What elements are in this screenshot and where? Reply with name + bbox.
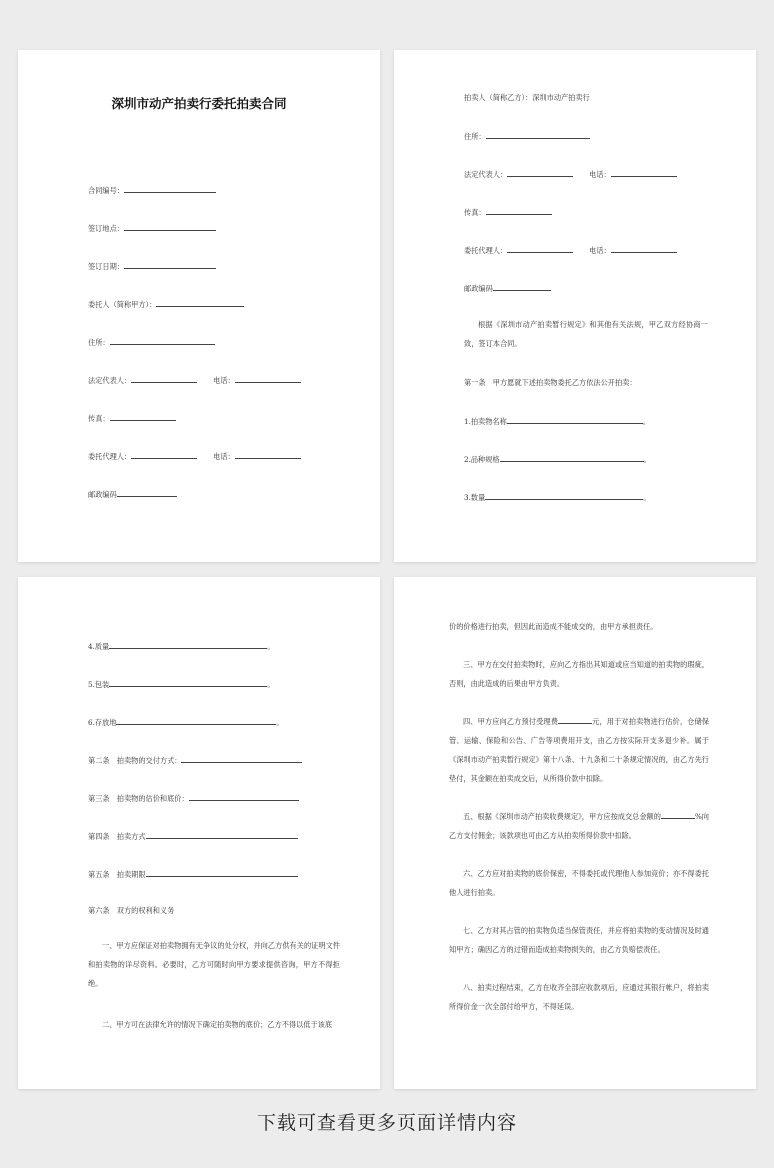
clause-8: 八、拍卖过程结束，乙方在收齐全部应收款项后，应通过其银行帐户，将拍卖所得价金一次全部付给甲方，不得延误。	[449, 983, 709, 1011]
article-3: 第三条 拍卖物的估价和底价：	[88, 793, 299, 804]
field-auctioneer-agent: 委托代理人： 电话：	[464, 245, 677, 256]
field-auctioneer: 拍卖人（简称乙方）：深圳市动产拍卖行	[464, 93, 590, 102]
field-auctioneer-fax: 传真：	[464, 207, 552, 218]
article-2: 第二条 拍卖物的交付方式：	[88, 755, 302, 766]
item-storage: 6.存放地 。	[88, 718, 284, 727]
item-spec: 2.品种规格 。	[464, 455, 651, 464]
item-name: 1.拍卖物名称 。	[464, 417, 650, 426]
field-sign-place: 签订地点：	[88, 223, 216, 234]
field-auctioneer-address: 住所：	[464, 131, 590, 142]
clause-2: 二、甲方可在法律允许的情况下确定拍卖物的底价；乙方不得以低于该底	[102, 1020, 333, 1029]
field-client-address: 住所：	[88, 337, 215, 348]
download-more-caption: 下载可查看更多页面详情内容	[256, 1112, 517, 1134]
contract-page-1	[18, 50, 380, 562]
item-packaging: 5.包装 。	[88, 680, 275, 689]
clause-4: 四、甲方应向乙方预付受理费 元，用于对拍卖物进行估价，仓储保管、运输、保险和公告、广告等项费用开支，由乙方按实际开支多退少补。属于《深圳市动产拍卖暂行规定》第十八条、十九条和二十条规定情况的，由乙方先行垫付，其金额在拍卖成交后，从所得价款中扣除。	[449, 717, 709, 783]
contract-page-4	[394, 577, 756, 1089]
contract-page-3	[18, 577, 380, 1089]
field-auctioneer-postcode: 邮政编码	[464, 283, 551, 294]
article-4: 第四条 拍卖方式	[88, 831, 298, 842]
clause-1: 一、甲方应保证对拍卖物拥有无争议的处分权，并向乙方供有关的证明文件和拍卖物的详尽资料。必要时，乙方可随时向甲方要求提供咨询，甲方不得拒绝。	[88, 941, 340, 988]
contract-title: 深圳市动产拍卖行委托拍卖合同	[111, 96, 287, 111]
contract-page-2	[394, 50, 756, 562]
field-sign-date: 签订日期：	[88, 261, 216, 272]
field-client-legal-rep: 法定代表人： 电话：	[88, 375, 301, 386]
item-quality: 4.质量 。	[88, 642, 275, 651]
field-contract-no: 合同编号：	[88, 185, 216, 196]
contract-intro: 根据《深圳市动产拍卖暂行规定》和其他有关法规，甲乙双方经协商一致，签订本合同。	[464, 320, 708, 348]
clause-5: 五、根据《深圳市动产拍卖收费规定》，甲方应按成交总金额的 %向乙方支付佣金；该款项也可由乙方从拍卖所得价款中扣除。	[449, 812, 709, 840]
field-auctioneer-legal-rep: 法定代表人： 电话：	[464, 169, 677, 180]
field-client-agent: 委托代理人： 电话：	[88, 451, 301, 462]
clause-6: 六、乙方应对拍卖物的底价保密，不得委托或代理他人参加竞价；亦不得委托他人进行拍卖。	[449, 869, 709, 897]
article-1: 第一条 甲方愿就下述拍卖物委托乙方依法公开拍卖：	[464, 378, 637, 387]
clause-7: 七、乙方对其占管的拍卖物负适当保管责任，并应将拍卖物的变动情况及时通知甲方；确因乙方的过错而造成拍卖物损失的，由乙方负赔偿责任。	[449, 926, 709, 954]
field-client-postcode: 邮政编码	[88, 489, 177, 500]
article-6: 第六条 双方的权利和义务	[88, 906, 175, 915]
clause-3: 三、甲方在交付拍卖物时，应向乙方指出其知道或应当知道的拍卖物的瑕疵，否则，由此造成的后果由甲方负责。	[449, 660, 709, 688]
field-client-fax: 传真：	[88, 413, 176, 424]
item-quantity: 3.数量 。	[464, 493, 651, 502]
clause-2-continued: 价的价格进行拍卖，但因此而造成不能成交的，由甲方承担责任。	[449, 622, 658, 631]
article-5: 第五条 拍卖期限	[88, 869, 298, 880]
field-client: 委托人（简称甲方）：	[88, 299, 244, 310]
